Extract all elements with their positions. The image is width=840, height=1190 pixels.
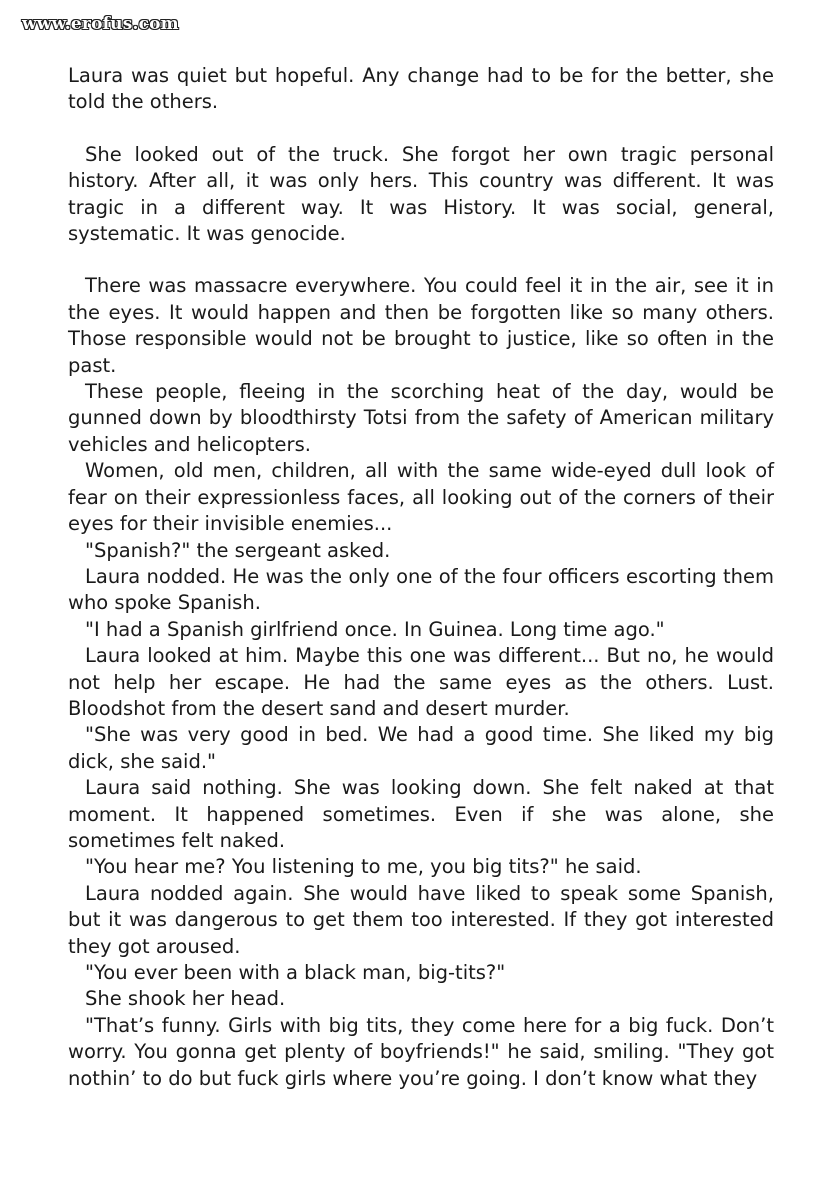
paragraph: These people, fleeing in the scorching heat of the day, would be gunned down by bloodthirsty Totsi from the safety of American military vehicles and helicopters. [68, 380, 774, 456]
paragraph: "She was very good in bed. We had a good time. She liked my big dick, she said." [68, 723, 774, 773]
paragraph: "That’s funny. Girls with big tits, they come here for a big fuck. Don’t worry. You gonna get plenty of boyfriends!" he said, smiling. "They got nothin’ to do but fuck girls where you’re going. I don’t know what they [68, 1013, 774, 1090]
paragraph: There was massacre everywhere. You could feel it in the air, see it in the eyes. It would happen and then be forgotten like so many others. Those responsible would not be brought to justice, like so often in the past. [68, 274, 774, 377]
paragraph: Laura nodded again. She would have liked to speak some Spanish, but it was dangerous to get them too interested. If they got interested they got aroused. [68, 881, 774, 958]
paragraph: Laura nodded. He was the only one of the four officers escorting them who spoke Spanish. [68, 564, 774, 615]
paragraph: Women, old men, children, all with the same wide-eyed dull look of fear on their expressionless faces, all looking out of the corners of their eyes for their invisible enemies... [68, 459, 774, 536]
paragraph: "Spanish?" the sergeant asked. [85, 538, 391, 562]
document-body [68, 63, 774, 1092]
paragraph: Laura looked at him. Maybe this one was different... But no, he would not help her escape. He had the same eyes as the others. Lust. Bloodshot from the desert sand and desert murder. [68, 644, 774, 720]
paragraph: She looked out of the truck. She forgot her own tragic personal history. After all, it was only hers. This country was different. It was tragic in a different way. It was History. It was social, general, systematic. It was genocide. [68, 142, 774, 246]
paragraph: Laura said nothing. She was looking down. She felt naked at that moment. It happened sometimes. Even if she was alone, she sometimes felt naked. [68, 776, 774, 852]
watermark-logo: www.erofus.com [22, 14, 179, 34]
paragraph: "You hear me? You listening to me, you big tits?" he said. [85, 855, 642, 879]
paragraph: "You ever been with a black man, big-tits?" [85, 961, 506, 984]
paragraph: She shook her head. [85, 987, 286, 1011]
paragraph: "I had a Spanish girlfriend once. In Guinea. Long time ago." [85, 617, 665, 641]
paragraph: Laura was quiet but hopeful. Any change had to be for the better, she told the others. [68, 64, 774, 114]
